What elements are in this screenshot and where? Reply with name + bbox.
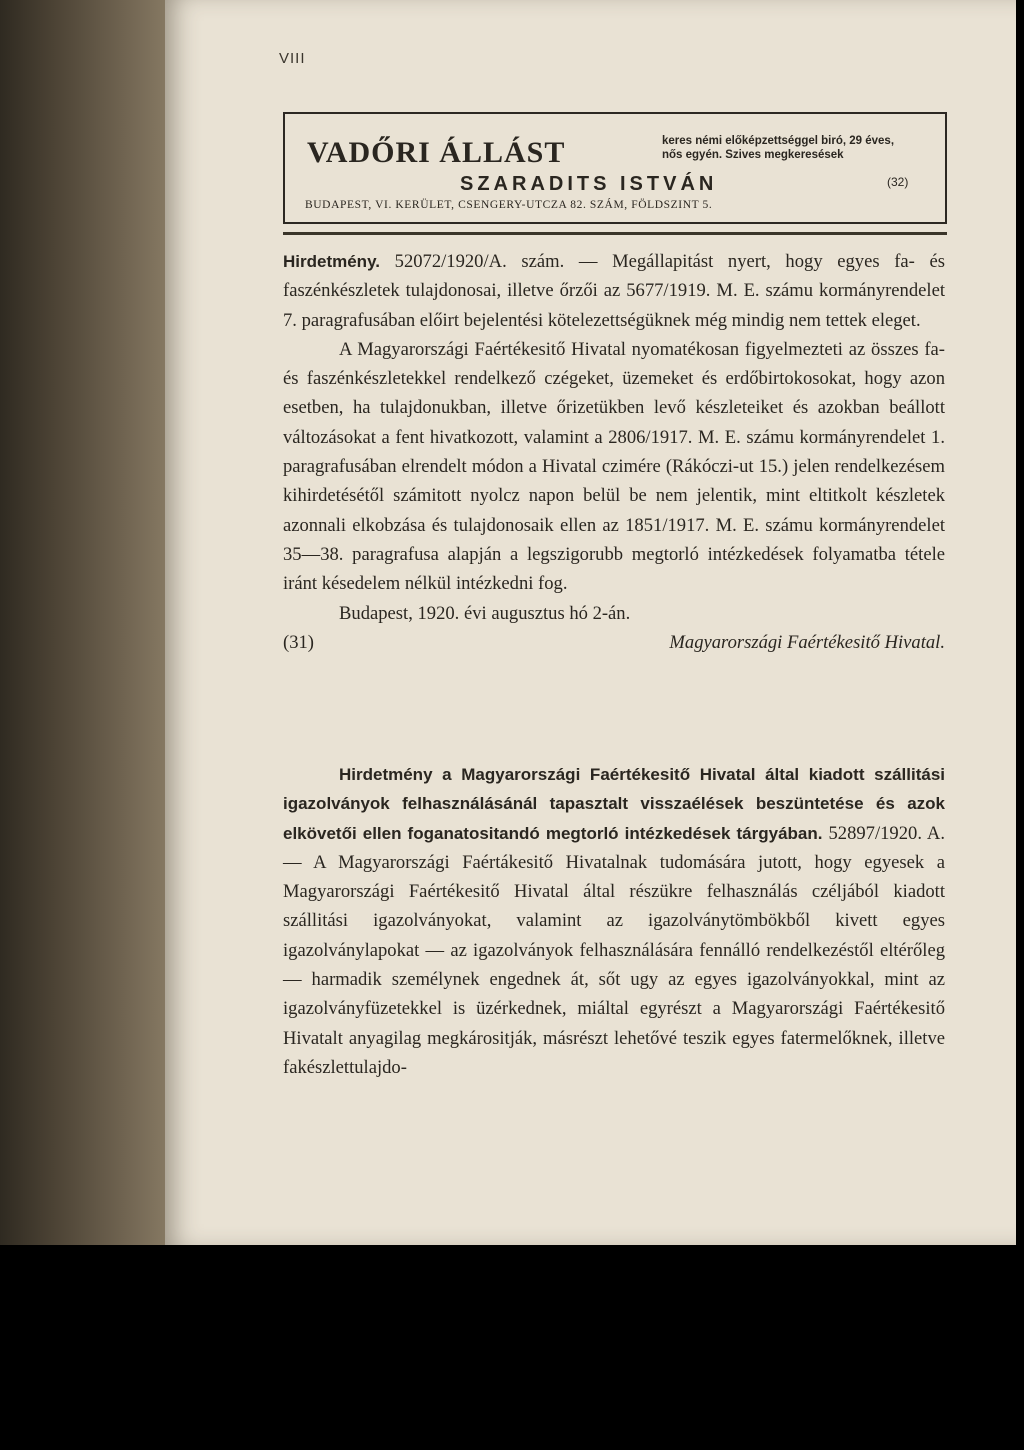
notice-1-lead: Hirdetmény. [283, 252, 380, 271]
ad-description-line-1: keres némi előképzettséggel biró, 29 éves, [662, 135, 895, 147]
notice-2 [283, 760, 945, 1082]
book-spine [0, 0, 175, 1245]
notice-1-signature-row [283, 628, 945, 657]
notice-1-paragraph-2: A Magyarországi Faértékesitő Hivatal nyomatékosan figyelmezteti az összes fa- és faszénkészletekkel rendelkező czégeket, üzemeket és erdőbirtokosokat, hogy azon esetben, ha tulajdonukban, illetve őrizetükben levő készleteiket és azokban beállott változásokat a fent hivatkozott, valamint a 2806/1917. M. E. számu kormányrendelet 1. paragrafusában elrendelt módon a Hivatal czimére (Rákóczi-ut 15.) jelen rendelkezésem kihirdetésétől számitott nyolcz napon belül be nem jelentik, mint eltitkolt készletek azonnali elkobzása és tulajdonosaik ellen az 1851/1917. M. E. számu kormányrendelet 35—38. paragrafusa alapján a legszigorubb megtorló intézkedések folyamatba tétele iránt késedelem nélkül intézkedni fog. [283, 338, 945, 595]
job-advertisement [283, 112, 947, 224]
notice-1 [283, 247, 945, 657]
section-divider [283, 232, 947, 235]
ad-reference-code: (32) [887, 175, 909, 189]
page-number: VIII [279, 50, 306, 67]
notice-2-lead: Hirdetmény a Magyarországi Faértékesitő Hivatal által kiadott szállitási igazolványok felhasználásánál tapasztalt visszaélések beszüntetése és azok elkövetői ellen foganatositandó megtorló intézkedések tárgyában. [283, 765, 945, 843]
notice-2-paragraph [283, 760, 945, 1082]
ad-address: BUDAPEST, VI. KERÜLET, CSENGERY-UTCZA 82. SZÁM, FÖLDSZINT 5. [305, 199, 713, 211]
ad-description-line-2: nős egyén. Szives megkeresések [662, 149, 844, 161]
ad-person-name: SZARADITS ISTVÁN [460, 173, 718, 195]
notice-1-date: Budapest, 1920. évi augusztus hó 2-án. [339, 602, 631, 624]
ad-title: VADŐRI ÁLLÁST [307, 136, 566, 169]
document-page [165, 0, 1016, 1245]
notice-1-code: (31) [283, 631, 314, 653]
notice-2-text: 52897/1920. A. — A Magyarországi Faértákesitő Hivatalnak tudomására jutott, hogy egyesek a Magyarországi Faértékesitő Hivatal által részükre felhasználás czéljából kiadott szállitási igazolványokat, valamint az igazolványtömbökből kivett egyes igazolványlapokat — az igazolványok felhasználására fennálló rendelkezéstől eltérőleg — harmadik személynek engednek át, sőt ugy az egyes igazolványokkal, mint az igazolványfüzetekkel is üzérkednek, miáltal egyrészt a Magyarországi Faértékesitő Hivatalt anyagilag megkárositják, másrészt lehetővé teszik egyes fatermelőknek, illetve fakészlettulajdo- [283, 822, 946, 1078]
notice-1-paragraph-1 [283, 247, 945, 335]
ad-description [662, 134, 952, 162]
notice-1-text: 52072/1920/A. szám. — Megállapitást nyert, hogy egyes fa- és faszénkészletek tulajdonosai, illetve őrzői az 5677/1919. M. E. számu kormányrendelet 7. paragrafusában előirt bejelentési kötelezettségüknek még mindig nem tettek eleget. [283, 251, 945, 331]
notice-1-signature: Magyarországi Faértékesitő Hivatal. [669, 631, 945, 653]
